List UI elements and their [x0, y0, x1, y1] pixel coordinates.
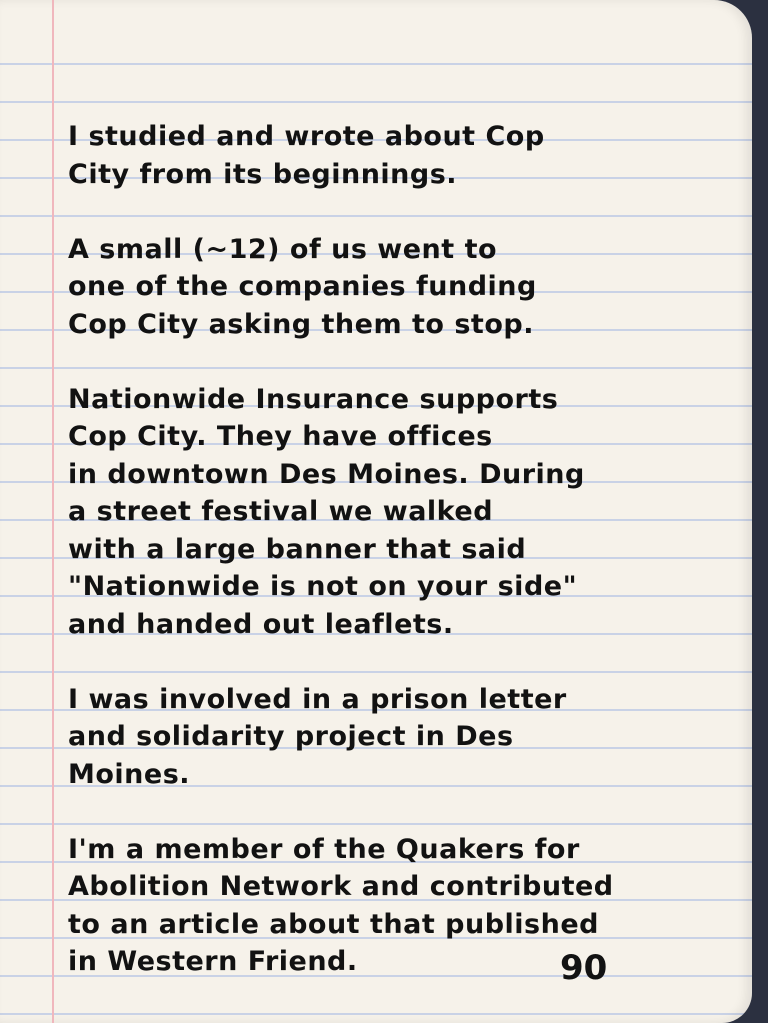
paragraph-nationwide: Nationwide Insurance supports Cop City. They have offices in downtown Des Moines. During a street festival we walked with a large banner that said "Nationwide is not on your side" and handed out leaflets. — [68, 383, 585, 640]
margin-line — [52, 0, 54, 1023]
handwritten-text — [68, 118, 648, 981]
page-number: 90 — [560, 948, 608, 988]
paragraph-quakers: I'm a member of the Quakers for Abolition Network and contributed to an article about that published in Western Friend. — [68, 833, 614, 977]
paragraph-cop-city-study: I studied and wrote about Cop City from its beginnings. — [68, 121, 545, 190]
paragraph-company-visit: A small (~12) of us went to one of the companies funding Cop City asking them to stop. — [68, 233, 537, 340]
paragraph-prison-letter: I was involved in a prison letter and solidarity project in Des Moines. — [68, 683, 567, 790]
